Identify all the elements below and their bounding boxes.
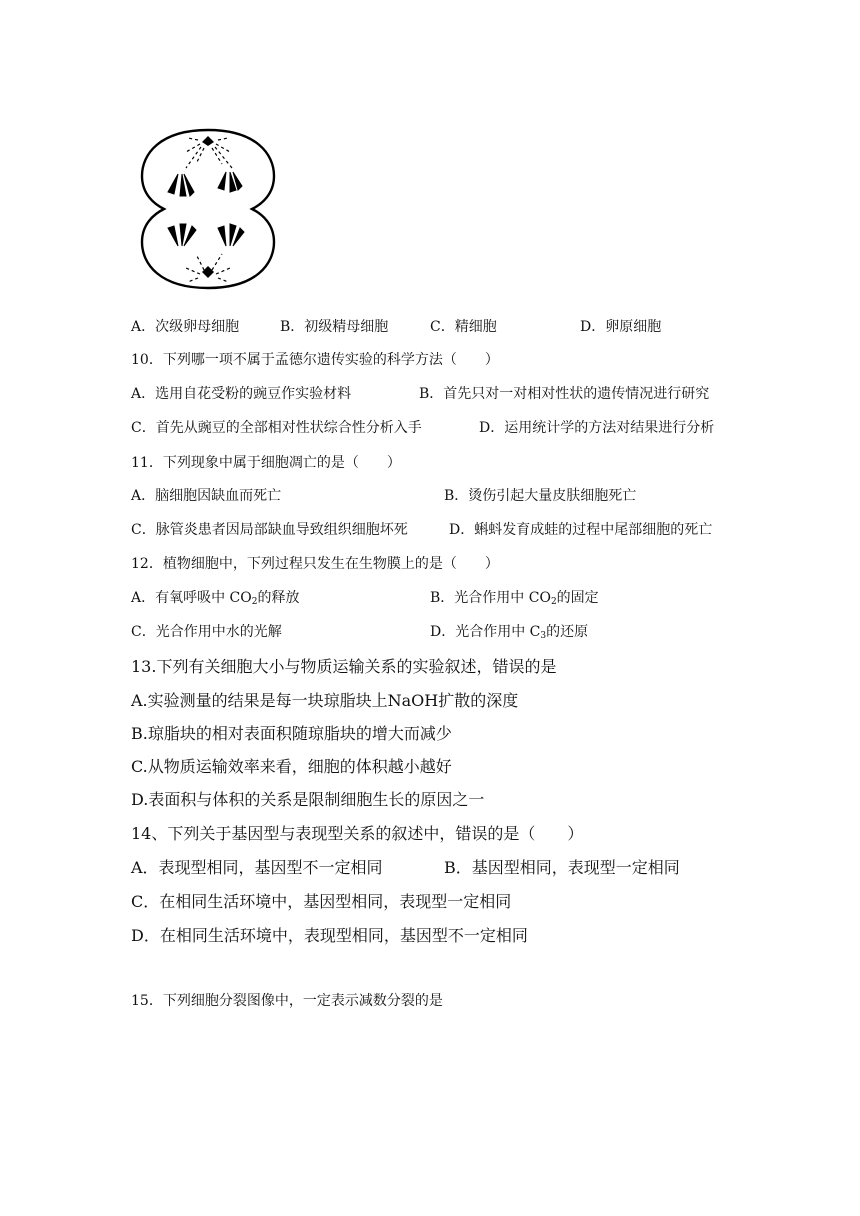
bottom-centrosome — [202, 266, 214, 278]
q13-option-b: B.琼脂块的相对表面积随琼脂块的增大而减少 — [131, 724, 452, 743]
q15-stem: 15．下列细胞分裂图像中，一定表示减数分裂的是 — [131, 993, 443, 1009]
q13-option-c: C.从物质运输效率来看，细胞的体积越小越好 — [131, 757, 452, 776]
q11-option-c: C．脉管炎患者因局部缺血导致组织细胞坏死 — [131, 522, 408, 538]
q10-option-a: A．选用自花受粉的豌豆作实验材料 — [131, 386, 352, 402]
q12-option-d: D．光合作用中 $C_3$的还原 — [430, 624, 589, 641]
q12-stem: 12．植物细胞中，下列过程只发生在生物膜上的是（ ） — [131, 556, 499, 572]
q13-option-a: A.实验测量的结果是每一块琼脂块上NaOH扩散的深度 — [131, 691, 519, 710]
q10-option-d: D．运用统计学的方法对结果进行分析 — [479, 420, 715, 436]
q11-option-a: A．脑细胞因缺血而死亡 — [131, 488, 282, 504]
q14-option-a: A．表现型相同，基因型不一定相同 — [131, 858, 383, 877]
upper-chromosomes — [168, 172, 242, 196]
q12-option-a: A．有氧呼吸中 $CO_2$的释放 — [131, 590, 300, 607]
q14-stem: 14、下列关于基因型与表现型关系的叙述中，错误的是（ ） — [131, 824, 584, 843]
q14-option-c: C．在相同生活环境中，基因型相同，表现型一定相同 — [131, 892, 512, 911]
top-centrosome — [202, 136, 214, 146]
q9-option-a: A．次级卵母细胞 — [131, 319, 240, 335]
q12-option-b: B．光合作用中 $CO_2$的固定 — [430, 590, 599, 607]
q13-stem: 13.下列有关细胞大小与物质运输关系的实验叙述，错误的是 — [131, 657, 557, 676]
q10-stem: 10．下列哪一项不属于孟德尔遗传实验的科学方法（ ） — [131, 352, 499, 368]
q13-option-d: D.表面积与体积的关系是限制细胞生长的原因之一 — [131, 790, 485, 809]
q9-option-d: D．卵原细胞 — [580, 319, 662, 335]
q14-option-d: D．在相同生活环境中，表现型相同，基因型不一定相同 — [131, 926, 528, 945]
q14-option-b: B．基因型相同，表现型一定相同 — [444, 858, 680, 877]
q9-option-c: C．精细胞 — [430, 319, 497, 335]
q10-option-c: C．首先从豌豆的全部相对性状综合性分析入手 — [131, 420, 422, 436]
q9-option-b: B．初级精母细胞 — [280, 319, 389, 335]
cell-division-figure — [138, 124, 278, 294]
q12-option-c: C．光合作用中水的光解 — [131, 624, 282, 640]
q11-stem: 11．下列现象中属于细胞凋亡的是（ ） — [131, 455, 401, 471]
q10-option-b: B．首先只对一对相对性状的遗传情况进行研究 — [419, 386, 710, 402]
lower-chromosomes — [168, 224, 244, 246]
q11-option-d: D．蝌蚪发育成蛙的过程中尾部细胞的死亡 — [449, 522, 713, 538]
q11-option-b: B．烫伤引起大量皮肤细胞死亡 — [444, 488, 637, 504]
